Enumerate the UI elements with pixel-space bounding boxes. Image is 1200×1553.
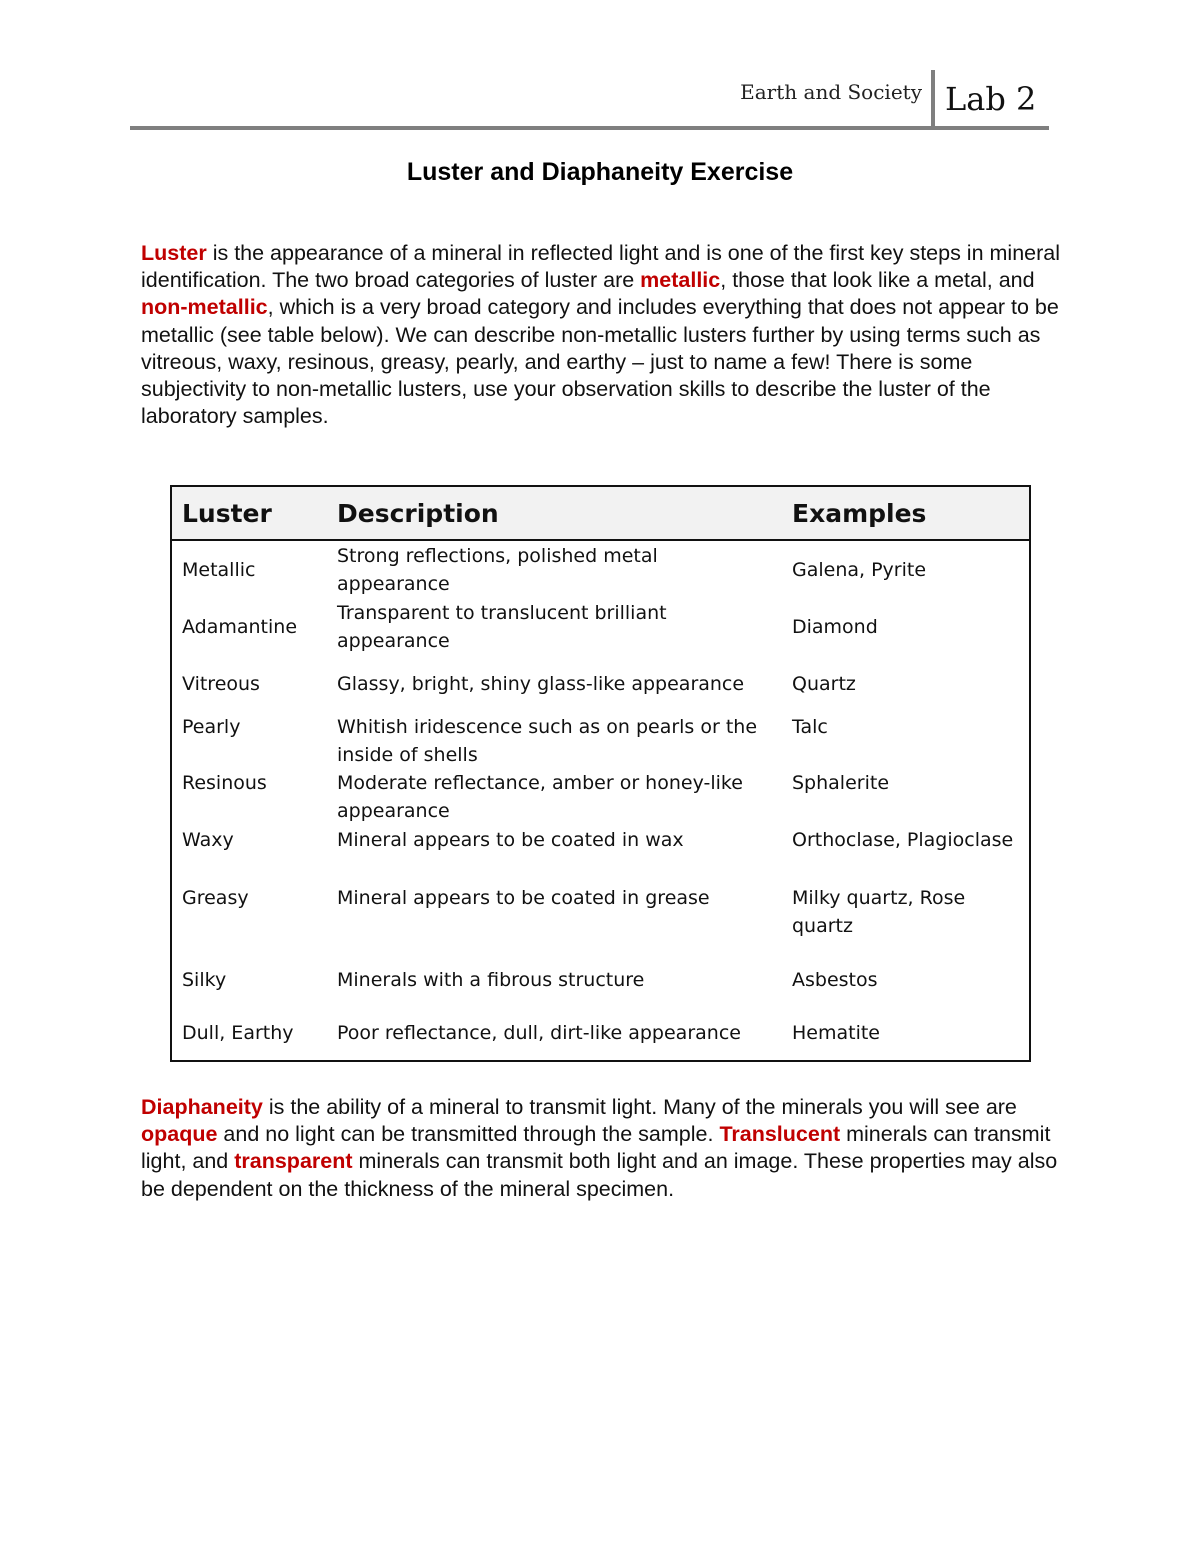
examples-cell: Sphalerite (792, 772, 890, 794)
header-rule (130, 126, 1049, 130)
table-row (171, 712, 1030, 769)
luster-term: Luster (141, 241, 207, 265)
luster-cell: Resinous (182, 772, 267, 794)
description-cell: Glassy, bright, shiny glass-like appearance (337, 672, 745, 695)
luster-cell: Dull, Earthy (182, 1021, 294, 1044)
description-cell: Whitish iridescence such as on pearls or the inside of shells (337, 716, 758, 766)
page-header (130, 70, 1049, 132)
diaphaneity-text-3: minerals can transmit light, and (141, 1122, 1051, 1174)
diaphaneity-term: Diaphaneity (141, 1095, 263, 1119)
metallic-term: metallic (640, 268, 721, 293)
examples-cell: Diamond (792, 615, 878, 638)
opaque-term: opaque (141, 1122, 218, 1147)
examples-cell: Asbestos (792, 968, 878, 991)
transparent-term: transparent (234, 1149, 353, 1174)
luster-cell: Vitreous (182, 672, 260, 695)
description-cell: Mineral appears to be coated in wax (337, 829, 684, 851)
header-divider (931, 70, 935, 128)
luster-cell: Waxy (182, 829, 234, 851)
luster-cell: Adamantine (182, 615, 298, 638)
table-row (171, 598, 1030, 655)
luster-intro-paragraph (141, 240, 1061, 430)
luster-cell: Silky (182, 968, 227, 991)
diaphaneity-text-2: and no light can be transmitted through the sample. (217, 1122, 720, 1147)
luster-cell: Pearly (182, 716, 241, 738)
diaphaneity-text-1: is the ability of a mineral to transmit light. Many of the minerals you will see are (262, 1095, 1017, 1119)
luster-table (170, 485, 1031, 1062)
description-cell: Minerals with a fibrous structure (337, 968, 645, 991)
page-title: Luster and Diaphaneity Exercise (406, 158, 794, 186)
luster-cell: Metallic (182, 558, 256, 581)
column-header-description: Description (327, 486, 782, 540)
examples-cell: Talc (792, 716, 828, 738)
diaphaneity-paragraph (141, 1094, 1061, 1203)
description-cell: Strong reflections, polished metal appearance (337, 544, 658, 595)
nonmetallic-term: non-metallic (141, 295, 268, 320)
intro-text-1: is the appearance of a mineral in reflected light and is one of the first key steps in mineral identification. The two broad categories of luster are (141, 241, 1061, 293)
lab-number: Lab 2 (945, 80, 1037, 118)
diaphaneity-text-4: minerals can transmit both light and an image. These properties may also be dependent on the thickness of the mineral specimen. (141, 1149, 1058, 1201)
examples-cell: Hematite (792, 1021, 880, 1044)
table-row (171, 1005, 1030, 1061)
examples-cell: Galena, Pyrite (792, 558, 927, 581)
examples-cell: Orthoclase, Plagioclase (792, 829, 1014, 851)
examples-cell: Quartz (792, 672, 856, 695)
table-row (171, 655, 1030, 712)
table-row (171, 540, 1030, 598)
table-row (171, 884, 1030, 954)
table-row (171, 826, 1030, 884)
luster-cell: Greasy (182, 887, 249, 909)
description-cell: Mineral appears to be coated in grease (337, 887, 710, 909)
examples-cell: Milky quartz, Rose quartz (792, 887, 966, 937)
description-cell: Transparent to translucent brilliant appearance (337, 601, 667, 652)
description-cell: Moderate reflectance, amber or honey-like appearance (337, 772, 743, 822)
table-row (171, 954, 1030, 1005)
table-row (171, 769, 1030, 826)
table-header-row (171, 486, 1030, 540)
intro-text-3: , which is a very broad category and includes everything that does not appear to be metallic (see table below). We can describe non-metallic lusters further by using terms such as vitreous, waxy, resinous, greasy, pearly, and earthy – just to name a few! There is some subjectivity to non-metallic lusters, use your observation skills to describe the luster of the laboratory samples. (141, 295, 1059, 429)
column-header-examples: Examples (782, 486, 1030, 540)
translucent-term: Translucent (719, 1122, 841, 1147)
description-cell: Poor reflectance, dull, dirt-like appearance (337, 1021, 741, 1044)
column-header-luster: Luster (171, 486, 327, 540)
course-name: Earth and Society (740, 80, 922, 104)
intro-text-2: , those that look like a metal, and (720, 268, 1035, 293)
